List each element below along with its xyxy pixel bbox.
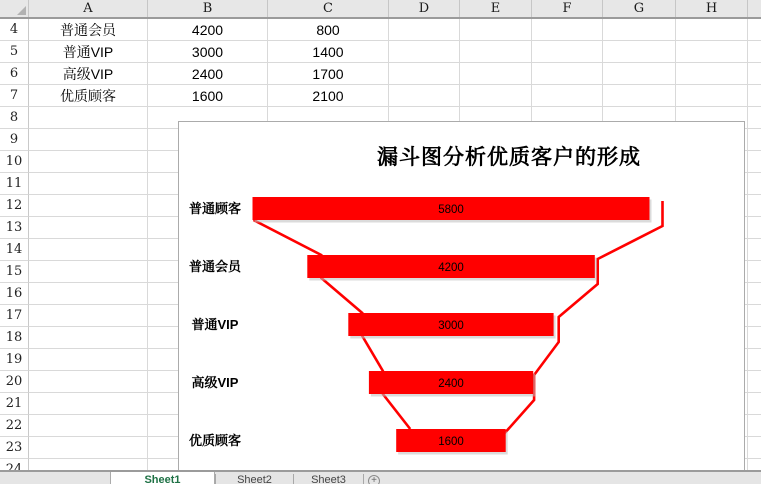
cell-H5[interactable] (676, 41, 748, 63)
cell-A10[interactable] (29, 151, 148, 173)
row-number-13[interactable]: 13 (0, 217, 29, 239)
cell-E5[interactable] (460, 41, 532, 63)
cell-A15[interactable] (29, 261, 148, 283)
chart-title[interactable]: 漏斗图分析优质客户的形成 (377, 145, 641, 169)
column-header-B[interactable]: B (148, 0, 268, 17)
cell-partial-16 (748, 283, 761, 305)
category-label: 普通VIP (191, 317, 239, 332)
category-label: 高级VIP (191, 375, 239, 390)
cell-partial-11 (748, 173, 761, 195)
cell-C7[interactable]: 2100 (268, 85, 389, 107)
row-number-9[interactable]: 9 (0, 129, 29, 151)
row-number-18[interactable]: 18 (0, 327, 29, 349)
cell-A17[interactable] (29, 305, 148, 327)
row-number-15[interactable]: 15 (0, 261, 29, 283)
cell-A11[interactable] (29, 173, 148, 195)
cell-A21[interactable] (29, 393, 148, 415)
row-number-4[interactable]: 4 (0, 19, 29, 41)
cell-partial-7 (748, 85, 761, 107)
cell-partial-6 (748, 63, 761, 85)
cell-A13[interactable] (29, 217, 148, 239)
cell-H7[interactable] (676, 85, 748, 107)
funnel-chart[interactable] (178, 121, 745, 471)
cell-A9[interactable] (29, 129, 148, 151)
cell-partial-20 (748, 371, 761, 393)
cell-partial-18 (748, 327, 761, 349)
cell-A8[interactable] (29, 107, 148, 129)
sheet-row-4 (0, 19, 761, 41)
cell-A18[interactable] (29, 327, 148, 349)
cell-partial-14 (748, 239, 761, 261)
row-number-14[interactable]: 14 (0, 239, 29, 261)
tab-divider (293, 474, 294, 484)
column-header-F[interactable]: F (532, 0, 603, 17)
cell-A22[interactable] (29, 415, 148, 437)
cell-partial-15 (748, 261, 761, 283)
row-number-6[interactable]: 6 (0, 63, 29, 85)
cell-C6[interactable]: 1700 (268, 63, 389, 85)
cell-E4[interactable] (460, 19, 532, 41)
cell-B5[interactable]: 3000 (148, 41, 268, 63)
bar-value-label: 4200 (438, 262, 464, 274)
cell-B7[interactable]: 1600 (148, 85, 268, 107)
cell-partial-12 (748, 195, 761, 217)
cell-D7[interactable] (389, 85, 460, 107)
category-label: 优质顾客 (188, 433, 242, 448)
row-number-21[interactable]: 21 (0, 393, 29, 415)
cell-F5[interactable] (532, 41, 603, 63)
row-number-17[interactable]: 17 (0, 305, 29, 327)
sheet-row-5 (0, 41, 761, 63)
cell-partial-8 (748, 107, 761, 129)
column-header-A[interactable]: A (29, 0, 148, 17)
row-number-16[interactable]: 16 (0, 283, 29, 305)
sheet-tab-bar (0, 470, 761, 484)
cell-A23[interactable] (29, 437, 148, 459)
cell-B6[interactable]: 2400 (148, 63, 268, 85)
cell-F7[interactable] (532, 85, 603, 107)
cell-A19[interactable] (29, 349, 148, 371)
cell-A7[interactable]: 优质顾客 (29, 85, 148, 107)
cell-A6[interactable]: 高级VIP (29, 63, 148, 85)
cell-A16[interactable] (29, 283, 148, 305)
cell-A12[interactable] (29, 195, 148, 217)
cell-partial-21 (748, 393, 761, 415)
cell-partial-23 (748, 437, 761, 459)
bar-value-label: 3000 (438, 320, 464, 332)
cell-B4[interactable]: 4200 (148, 19, 268, 41)
select-all-corner[interactable] (0, 0, 29, 17)
tab-sheet3[interactable]: Sheet3 (311, 474, 346, 484)
tab-divider (363, 474, 364, 484)
cell-partial-10 (748, 151, 761, 173)
cell-D4[interactable] (389, 19, 460, 41)
column-header-G[interactable]: G (603, 0, 676, 17)
sheet-row-6 (0, 63, 761, 85)
cell-partial-17 (748, 305, 761, 327)
cell-F6[interactable] (532, 63, 603, 85)
cell-G7[interactable] (603, 85, 676, 107)
row-number-23[interactable]: 23 (0, 437, 29, 459)
row-number-12[interactable]: 12 (0, 195, 29, 217)
column-header-H[interactable]: H (676, 0, 748, 17)
cell-F4[interactable] (532, 19, 603, 41)
cell-partial-5 (748, 41, 761, 63)
cell-E7[interactable] (460, 85, 532, 107)
cell-G5[interactable] (603, 41, 676, 63)
row-number-20[interactable]: 20 (0, 371, 29, 393)
cell-G4[interactable] (603, 19, 676, 41)
cell-C5[interactable]: 1400 (268, 41, 389, 63)
tab-sheet1[interactable]: Sheet1 (110, 472, 215, 484)
column-header-E[interactable]: E (460, 0, 532, 17)
funnel-plot-area (179, 122, 743, 469)
column-header-partial (748, 0, 761, 17)
cell-H4[interactable] (676, 19, 748, 41)
tab-sheet2[interactable]: Sheet2 (237, 474, 272, 484)
cell-A5[interactable]: 普通VIP (29, 41, 148, 63)
cell-partial-13 (748, 217, 761, 239)
cell-A4[interactable]: 普通会员 (29, 19, 148, 41)
row-number-19[interactable]: 19 (0, 349, 29, 371)
row-number-8[interactable]: 8 (0, 107, 29, 129)
cell-A20[interactable] (29, 371, 148, 393)
bar-value-label: 1600 (438, 436, 464, 448)
category-label: 普通顾客 (188, 201, 242, 216)
row-number-5[interactable]: 5 (0, 41, 29, 63)
cell-G6[interactable] (603, 63, 676, 85)
cell-D5[interactable] (389, 41, 460, 63)
row-number-11[interactable]: 11 (0, 173, 29, 195)
column-header-C[interactable]: C (268, 0, 389, 17)
column-header-D[interactable]: D (389, 0, 460, 17)
category-label: 普通会员 (188, 259, 242, 274)
cell-partial-4 (748, 19, 761, 41)
bar-value-label: 5800 (438, 204, 464, 216)
cell-H6[interactable] (676, 63, 748, 85)
cell-C4[interactable]: 800 (268, 19, 389, 41)
select-all-triangle-icon (17, 6, 26, 15)
tab-divider (215, 474, 216, 484)
row-number-7[interactable]: 7 (0, 85, 29, 107)
cell-partial-9 (748, 129, 761, 151)
cell-partial-22 (748, 415, 761, 437)
cell-A14[interactable] (29, 239, 148, 261)
row-number-10[interactable]: 10 (0, 151, 29, 173)
bar-value-label: 2400 (438, 378, 464, 390)
new-sheet-button[interactable]: + (368, 475, 380, 484)
cell-D6[interactable] (389, 63, 460, 85)
row-number-22[interactable]: 22 (0, 415, 29, 437)
sheet-row-7 (0, 85, 761, 107)
cell-E6[interactable] (460, 63, 532, 85)
cell-partial-19 (748, 349, 761, 371)
